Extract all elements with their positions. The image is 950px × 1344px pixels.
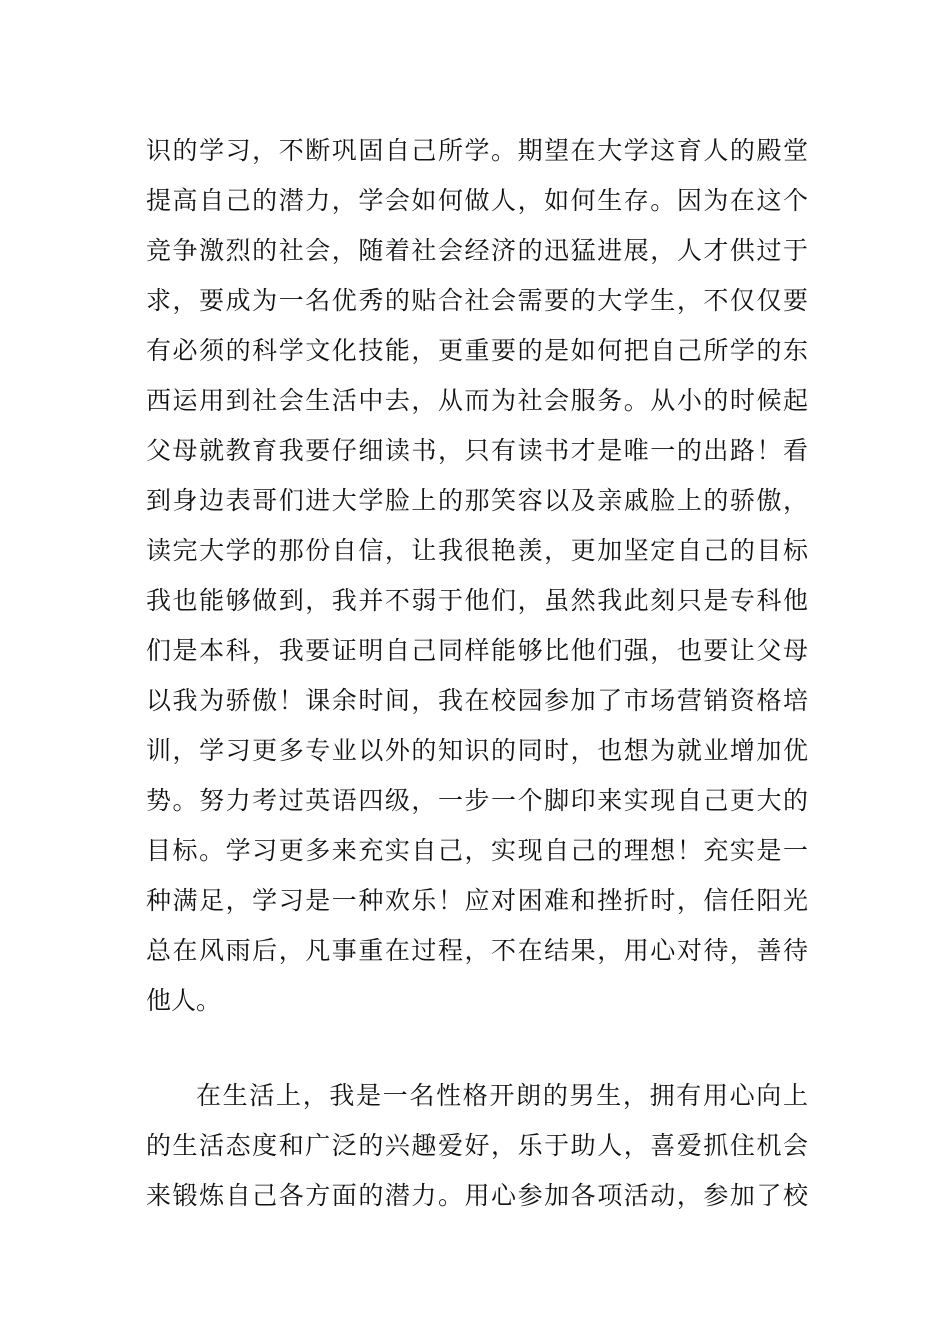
text-line: 读完大学的那份自信，让我很艳羡，更加坚定自己的目标 <box>146 536 808 565</box>
paragraph-1 <box>146 126 808 1026</box>
text-line: 有必须的科学文化技能，更重要的是如何把自己所学的东 <box>146 336 808 365</box>
text-line: 训，学习更多专业以外的知识的同时，也想为就业增加优 <box>146 736 808 765</box>
text-line: 目标。学习更多来充实自己，实现自己的理想！充实是一 <box>146 836 808 865</box>
text-line: 父母就教育我要仔细读书，只有读书才是唯一的出路！看 <box>146 436 808 465</box>
text-line: 西运用到社会生活中去，从而为社会服务。从小的时候起 <box>146 386 808 415</box>
text-line: 提高自己的潜力，学会如何做人，如何生存。因为在这个 <box>146 186 808 215</box>
text-line: 到身边表哥们进大学脸上的那笑容以及亲戚脸上的骄傲， <box>146 486 808 515</box>
text-line: 们是本科，我要证明自己同样能够比他们强，也要让父母 <box>146 636 808 665</box>
text-line: 求，要成为一名优秀的贴合社会需要的大学生，不仅仅要 <box>146 286 808 315</box>
text-line: 种满足，学习是一种欢乐！应对困难和挫折时，信任阳光 <box>146 886 808 915</box>
text-line: 识的学习，不断巩固自己所学。期望在大学这育人的殿堂 <box>146 136 808 165</box>
text-line: 他人。 <box>146 986 222 1015</box>
text-line: 势。努力考过英语四级，一步一个脚印来实现自己更大的 <box>146 786 808 815</box>
text-line: 竞争激烈的社会，随着社会经济的迅猛进展，人才供过于 <box>146 236 808 265</box>
paragraph-2 <box>146 1071 808 1221</box>
text-line: 在生活上，我是一名性格开朗的男生，拥有用心向上 <box>196 1081 808 1110</box>
text-line: 以我为骄傲！课余时间，我在校园参加了市场营销资格培 <box>146 686 808 715</box>
text-line: 来锻炼自己各方面的潜力。用心参加各项活动，参加了校 <box>146 1181 808 1210</box>
text-line: 我也能够做到，我并不弱于他们，虽然我此刻只是专科他 <box>146 586 808 615</box>
text-line: 的生活态度和广泛的兴趣爱好，乐于助人，喜爱抓住机会 <box>146 1131 808 1160</box>
text-line: 总在风雨后，凡事重在过程，不在结果，用心对待，善待 <box>146 936 808 965</box>
